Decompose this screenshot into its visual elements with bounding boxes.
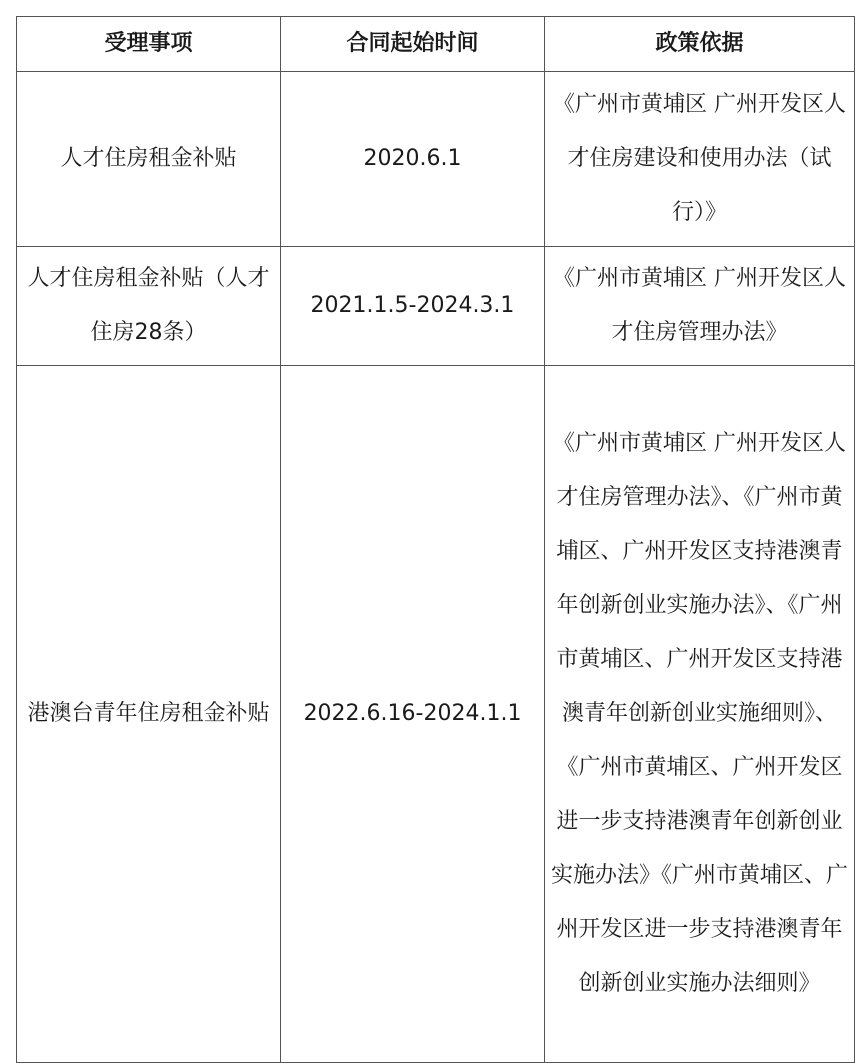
cell-date: 2022.6.16-2024.1.1 <box>281 366 545 1063</box>
table-row <box>17 247 855 366</box>
header-policy-basis: 政策依据 <box>545 17 855 72</box>
cell-policy: 《广州市黄埔区 广州开发区人才住房管理办法》、《广州市黄埔区、广州开发区支持港澳青年创新创业实施办法》、《广州市黄埔区、广州开发区支持港澳青年创新创业实施细则》、《广州市黄埔区、广州开发区进一步支持港澳青年创新创业实施办法》《广州市黄埔区、广州开发区进一步支持港澳青年创新创业实施办法细则》 <box>545 366 855 1063</box>
table-row <box>17 366 855 1063</box>
table-header <box>17 17 855 72</box>
policy-table <box>16 16 855 1063</box>
header-contract-date: 合同起始时间 <box>281 17 545 72</box>
header-item: 受理事项 <box>17 17 281 72</box>
table-body <box>17 72 855 1063</box>
cell-item: 人才住房租金补贴 <box>17 72 281 247</box>
header-row <box>17 17 855 72</box>
table-row <box>17 72 855 247</box>
cell-date: 2021.1.5-2024.3.1 <box>281 247 545 366</box>
cell-date: 2020.6.1 <box>281 72 545 247</box>
cell-item: 港澳台青年住房租金补贴 <box>17 366 281 1063</box>
cell-policy: 《广州市黄埔区 广州开发区人才住房建设和使用办法（试行）》 <box>545 72 855 247</box>
cell-policy: 《广州市黄埔区 广州开发区人才住房管理办法》 <box>545 247 855 366</box>
cell-item: 人才住房租金补贴（人才住房28条） <box>17 247 281 366</box>
